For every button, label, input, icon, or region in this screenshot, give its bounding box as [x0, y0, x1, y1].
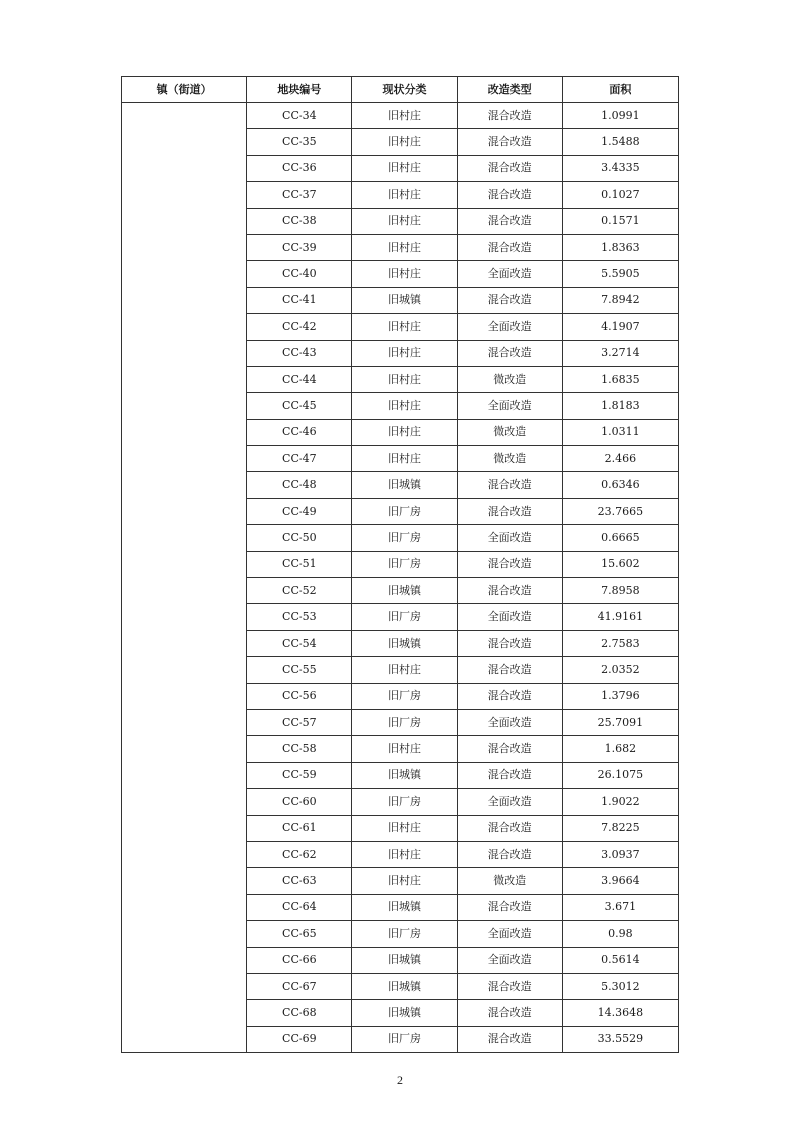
block-id-cell: CC-55: [247, 657, 352, 683]
current-class-cell: 旧城镇: [352, 578, 457, 604]
area-cell: 3.671: [562, 894, 678, 920]
block-id-cell: CC-62: [247, 841, 352, 867]
current-class-cell: 旧城镇: [352, 762, 457, 788]
area-cell: 0.98: [562, 921, 678, 947]
block-id-cell: CC-54: [247, 630, 352, 656]
current-class-cell: 旧城镇: [352, 894, 457, 920]
renewal-type-cell: 混合改造: [457, 182, 562, 208]
block-id-cell: CC-48: [247, 472, 352, 498]
renewal-type-cell: 混合改造: [457, 551, 562, 577]
area-cell: 33.5529: [562, 1026, 678, 1052]
current-class-cell: 旧村庄: [352, 208, 457, 234]
area-cell: 7.8958: [562, 578, 678, 604]
block-id-cell: CC-59: [247, 762, 352, 788]
block-id-cell: CC-58: [247, 736, 352, 762]
renewal-type-cell: 全面改造: [457, 525, 562, 551]
renewal-type-cell: 混合改造: [457, 208, 562, 234]
block-id-cell: CC-64: [247, 894, 352, 920]
block-id-cell: CC-68: [247, 1000, 352, 1026]
area-cell: 15.602: [562, 551, 678, 577]
block-id-cell: CC-51: [247, 551, 352, 577]
area-cell: 1.8363: [562, 234, 678, 260]
block-id-cell: CC-66: [247, 947, 352, 973]
header-row: [122, 77, 679, 103]
block-id-cell: CC-35: [247, 129, 352, 155]
current-class-cell: 旧厂房: [352, 498, 457, 524]
current-class-cell: 旧城镇: [352, 472, 457, 498]
area-cell: 25.7091: [562, 709, 678, 735]
area-cell: 3.0937: [562, 841, 678, 867]
area-cell: 5.5905: [562, 261, 678, 287]
current-class-cell: 旧城镇: [352, 947, 457, 973]
area-cell: 7.8942: [562, 287, 678, 313]
area-cell: 0.1571: [562, 208, 678, 234]
block-id-cell: CC-36: [247, 155, 352, 181]
current-class-cell: 旧村庄: [352, 446, 457, 472]
renewal-type-cell: 混合改造: [457, 155, 562, 181]
area-cell: 0.1027: [562, 182, 678, 208]
area-cell: 5.3012: [562, 973, 678, 999]
block-id-cell: CC-40: [247, 261, 352, 287]
renewal-type-cell: 混合改造: [457, 762, 562, 788]
header-current-class: 现状分类: [352, 77, 457, 103]
block-id-cell: CC-43: [247, 340, 352, 366]
renewal-type-cell: 混合改造: [457, 657, 562, 683]
renewal-type-cell: 混合改造: [457, 815, 562, 841]
block-id-cell: CC-45: [247, 393, 352, 419]
area-cell: 7.8225: [562, 815, 678, 841]
current-class-cell: 旧村庄: [352, 129, 457, 155]
area-cell: 1.0311: [562, 419, 678, 445]
area-cell: 1.682: [562, 736, 678, 762]
table-row: [122, 103, 679, 129]
block-id-cell: CC-57: [247, 709, 352, 735]
area-cell: 26.1075: [562, 762, 678, 788]
current-class-cell: 旧厂房: [352, 683, 457, 709]
renewal-type-cell: 微改造: [457, 366, 562, 392]
block-id-cell: CC-44: [247, 366, 352, 392]
header-town: 镇（街道）: [122, 77, 247, 103]
block-id-cell: CC-56: [247, 683, 352, 709]
block-id-cell: CC-38: [247, 208, 352, 234]
area-cell: 23.7665: [562, 498, 678, 524]
renewal-type-cell: 微改造: [457, 419, 562, 445]
block-id-cell: CC-41: [247, 287, 352, 313]
renewal-type-cell: 全面改造: [457, 947, 562, 973]
renewal-type-cell: 混合改造: [457, 841, 562, 867]
renewal-type-cell: 混合改造: [457, 498, 562, 524]
area-cell: 1.6835: [562, 366, 678, 392]
block-id-cell: CC-42: [247, 314, 352, 340]
current-class-cell: 旧村庄: [352, 155, 457, 181]
town-cell: [122, 103, 247, 1053]
renewal-type-cell: 混合改造: [457, 1000, 562, 1026]
renewal-type-cell: 混合改造: [457, 287, 562, 313]
area-cell: 0.6346: [562, 472, 678, 498]
area-cell: 14.3648: [562, 1000, 678, 1026]
block-id-cell: CC-53: [247, 604, 352, 630]
current-class-cell: 旧厂房: [352, 525, 457, 551]
current-class-cell: 旧村庄: [352, 182, 457, 208]
current-class-cell: 旧村庄: [352, 868, 457, 894]
current-class-cell: 旧村庄: [352, 366, 457, 392]
block-id-cell: CC-47: [247, 446, 352, 472]
current-class-cell: 旧村庄: [352, 841, 457, 867]
current-class-cell: 旧村庄: [352, 657, 457, 683]
block-id-cell: CC-34: [247, 103, 352, 129]
block-id-cell: CC-52: [247, 578, 352, 604]
renewal-type-cell: 全面改造: [457, 314, 562, 340]
block-id-cell: CC-60: [247, 789, 352, 815]
current-class-cell: 旧村庄: [352, 261, 457, 287]
renewal-type-cell: 混合改造: [457, 340, 562, 366]
renewal-type-cell: 微改造: [457, 868, 562, 894]
renewal-type-cell: 全面改造: [457, 921, 562, 947]
area-cell: 2.0352: [562, 657, 678, 683]
block-id-cell: CC-63: [247, 868, 352, 894]
table-header: [122, 77, 679, 103]
area-cell: 1.8183: [562, 393, 678, 419]
block-id-cell: CC-50: [247, 525, 352, 551]
renewal-type-cell: 混合改造: [457, 103, 562, 129]
renewal-type-cell: 全面改造: [457, 393, 562, 419]
renewal-type-cell: 混合改造: [457, 129, 562, 155]
current-class-cell: 旧厂房: [352, 789, 457, 815]
block-id-cell: CC-67: [247, 973, 352, 999]
current-class-cell: 旧厂房: [352, 921, 457, 947]
renewal-type-cell: 混合改造: [457, 630, 562, 656]
renewal-type-cell: 微改造: [457, 446, 562, 472]
area-cell: 4.1907: [562, 314, 678, 340]
table-body: [122, 103, 679, 1053]
current-class-cell: 旧厂房: [352, 551, 457, 577]
area-cell: 3.9664: [562, 868, 678, 894]
area-cell: 1.3796: [562, 683, 678, 709]
renewal-type-cell: 全面改造: [457, 709, 562, 735]
renewal-type-cell: 混合改造: [457, 578, 562, 604]
current-class-cell: 旧村庄: [352, 815, 457, 841]
renewal-type-cell: 混合改造: [457, 472, 562, 498]
renewal-type-cell: 混合改造: [457, 683, 562, 709]
block-id-cell: CC-37: [247, 182, 352, 208]
block-id-cell: CC-49: [247, 498, 352, 524]
area-cell: 0.6665: [562, 525, 678, 551]
header-area: 面积: [562, 77, 678, 103]
renewal-type-cell: 混合改造: [457, 973, 562, 999]
area-cell: 1.9022: [562, 789, 678, 815]
area-cell: 0.5614: [562, 947, 678, 973]
renewal-type-cell: 混合改造: [457, 736, 562, 762]
current-class-cell: 旧村庄: [352, 736, 457, 762]
block-id-cell: CC-69: [247, 1026, 352, 1052]
area-cell: 2.466: [562, 446, 678, 472]
current-class-cell: 旧城镇: [352, 287, 457, 313]
block-id-cell: CC-46: [247, 419, 352, 445]
renewal-type-cell: 全面改造: [457, 261, 562, 287]
current-class-cell: 旧村庄: [352, 340, 457, 366]
area-cell: 3.2714: [562, 340, 678, 366]
current-class-cell: 旧村庄: [352, 419, 457, 445]
area-cell: 1.5488: [562, 129, 678, 155]
renewal-type-cell: 混合改造: [457, 894, 562, 920]
current-class-cell: 旧厂房: [352, 709, 457, 735]
current-class-cell: 旧厂房: [352, 1026, 457, 1052]
current-class-cell: 旧村庄: [352, 103, 457, 129]
block-id-cell: CC-61: [247, 815, 352, 841]
area-cell: 1.0991: [562, 103, 678, 129]
area-cell: 41.9161: [562, 604, 678, 630]
renewal-type-cell: 混合改造: [457, 234, 562, 260]
header-renewal-type: 改造类型: [457, 77, 562, 103]
current-class-cell: 旧城镇: [352, 973, 457, 999]
block-id-cell: CC-65: [247, 921, 352, 947]
header-block-id: 地块编号: [247, 77, 352, 103]
renewal-type-cell: 全面改造: [457, 604, 562, 630]
current-class-cell: 旧村庄: [352, 234, 457, 260]
current-class-cell: 旧城镇: [352, 1000, 457, 1026]
area-cell: 2.7583: [562, 630, 678, 656]
block-id-cell: CC-39: [247, 234, 352, 260]
renewal-type-cell: 混合改造: [457, 1026, 562, 1052]
current-class-cell: 旧村庄: [352, 393, 457, 419]
land-block-table: [121, 76, 679, 1053]
current-class-cell: 旧厂房: [352, 604, 457, 630]
current-class-cell: 旧城镇: [352, 630, 457, 656]
renewal-type-cell: 全面改造: [457, 789, 562, 815]
page-number: 2: [397, 1073, 403, 1087]
current-class-cell: 旧村庄: [352, 314, 457, 340]
area-cell: 3.4335: [562, 155, 678, 181]
